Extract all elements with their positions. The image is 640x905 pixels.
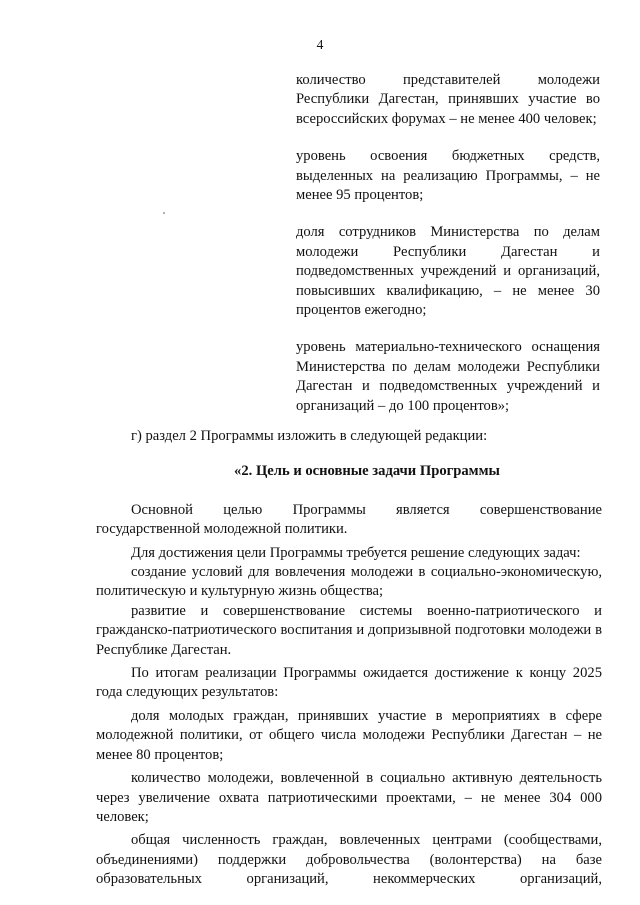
section-heading: «2. Цель и основные задачи Программы xyxy=(234,463,500,480)
page-number: 4 xyxy=(316,37,324,52)
paragraph-result-2: количество молодежи, вовлеченной в социально активную деятельность через увеличение охвата патриотическими проектами, – не менее 304 000 человек; xyxy=(96,770,602,825)
amendment-item: г) раздел 2 Программы изложить в следующей редакции: xyxy=(131,428,488,444)
paragraph-results-intro: По итогам реализации Программы ожидается достижение к концу 2025 года следующих результатов: xyxy=(96,665,602,701)
indicator-item: уровень материально-технического оснащения Министерства по делам молодежи Республики Дагестан и подведомственных учреждений и организаций – до 100 процентов»; xyxy=(296,339,600,414)
indicators-list xyxy=(296,71,600,434)
indicator-item: количество представителей молодежи Республики Дагестан, принявших участие во всероссийских форумах – не менее 400 человек; xyxy=(296,72,600,127)
paragraph-task-1: создание условий для вовлечения молодежи в социально-экономическую, политическую и культурную жизнь общества; xyxy=(96,564,602,600)
paragraph-task-2: развитие и совершенствование системы военно-патриотического и гражданско-патриотического воспитания и допризывной подготовки молодежи в Республике Дагестан. xyxy=(96,602,602,658)
paragraph-result-3: общая численность граждан, вовлеченных центрами (сообществами, объединениями) поддержки добровольчества (волонтерства) на базе образовательных организаций, некоммерческих организаций, xyxy=(96,832,602,888)
indicator-item: доля сотрудников Министерства по делам молодежи Республики Дагестан и подведомственных учреждений и организаций, повысивших квалификацию, – не менее 30 процентов ежегодно; xyxy=(296,224,600,319)
paragraph-goal: Основной целью Программы является совершенствование государственной молодежной политики. xyxy=(96,501,602,538)
paragraph-result-1: доля молодых граждан, принявших участие в мероприятиях в сфере молодежной политики, от общего числа молодежи Республики Дагестан – не менее 80 процентов; xyxy=(96,707,602,763)
indicator-item: уровень освоения бюджетных средств, выделенных на реализацию Программы, – не менее 95 процентов; xyxy=(296,148,600,204)
paragraph-tasks-intro: Для достижения цели Программы требуется решение следующих задач: xyxy=(131,544,581,561)
main-text xyxy=(96,427,602,890)
scan-speck xyxy=(163,212,165,214)
